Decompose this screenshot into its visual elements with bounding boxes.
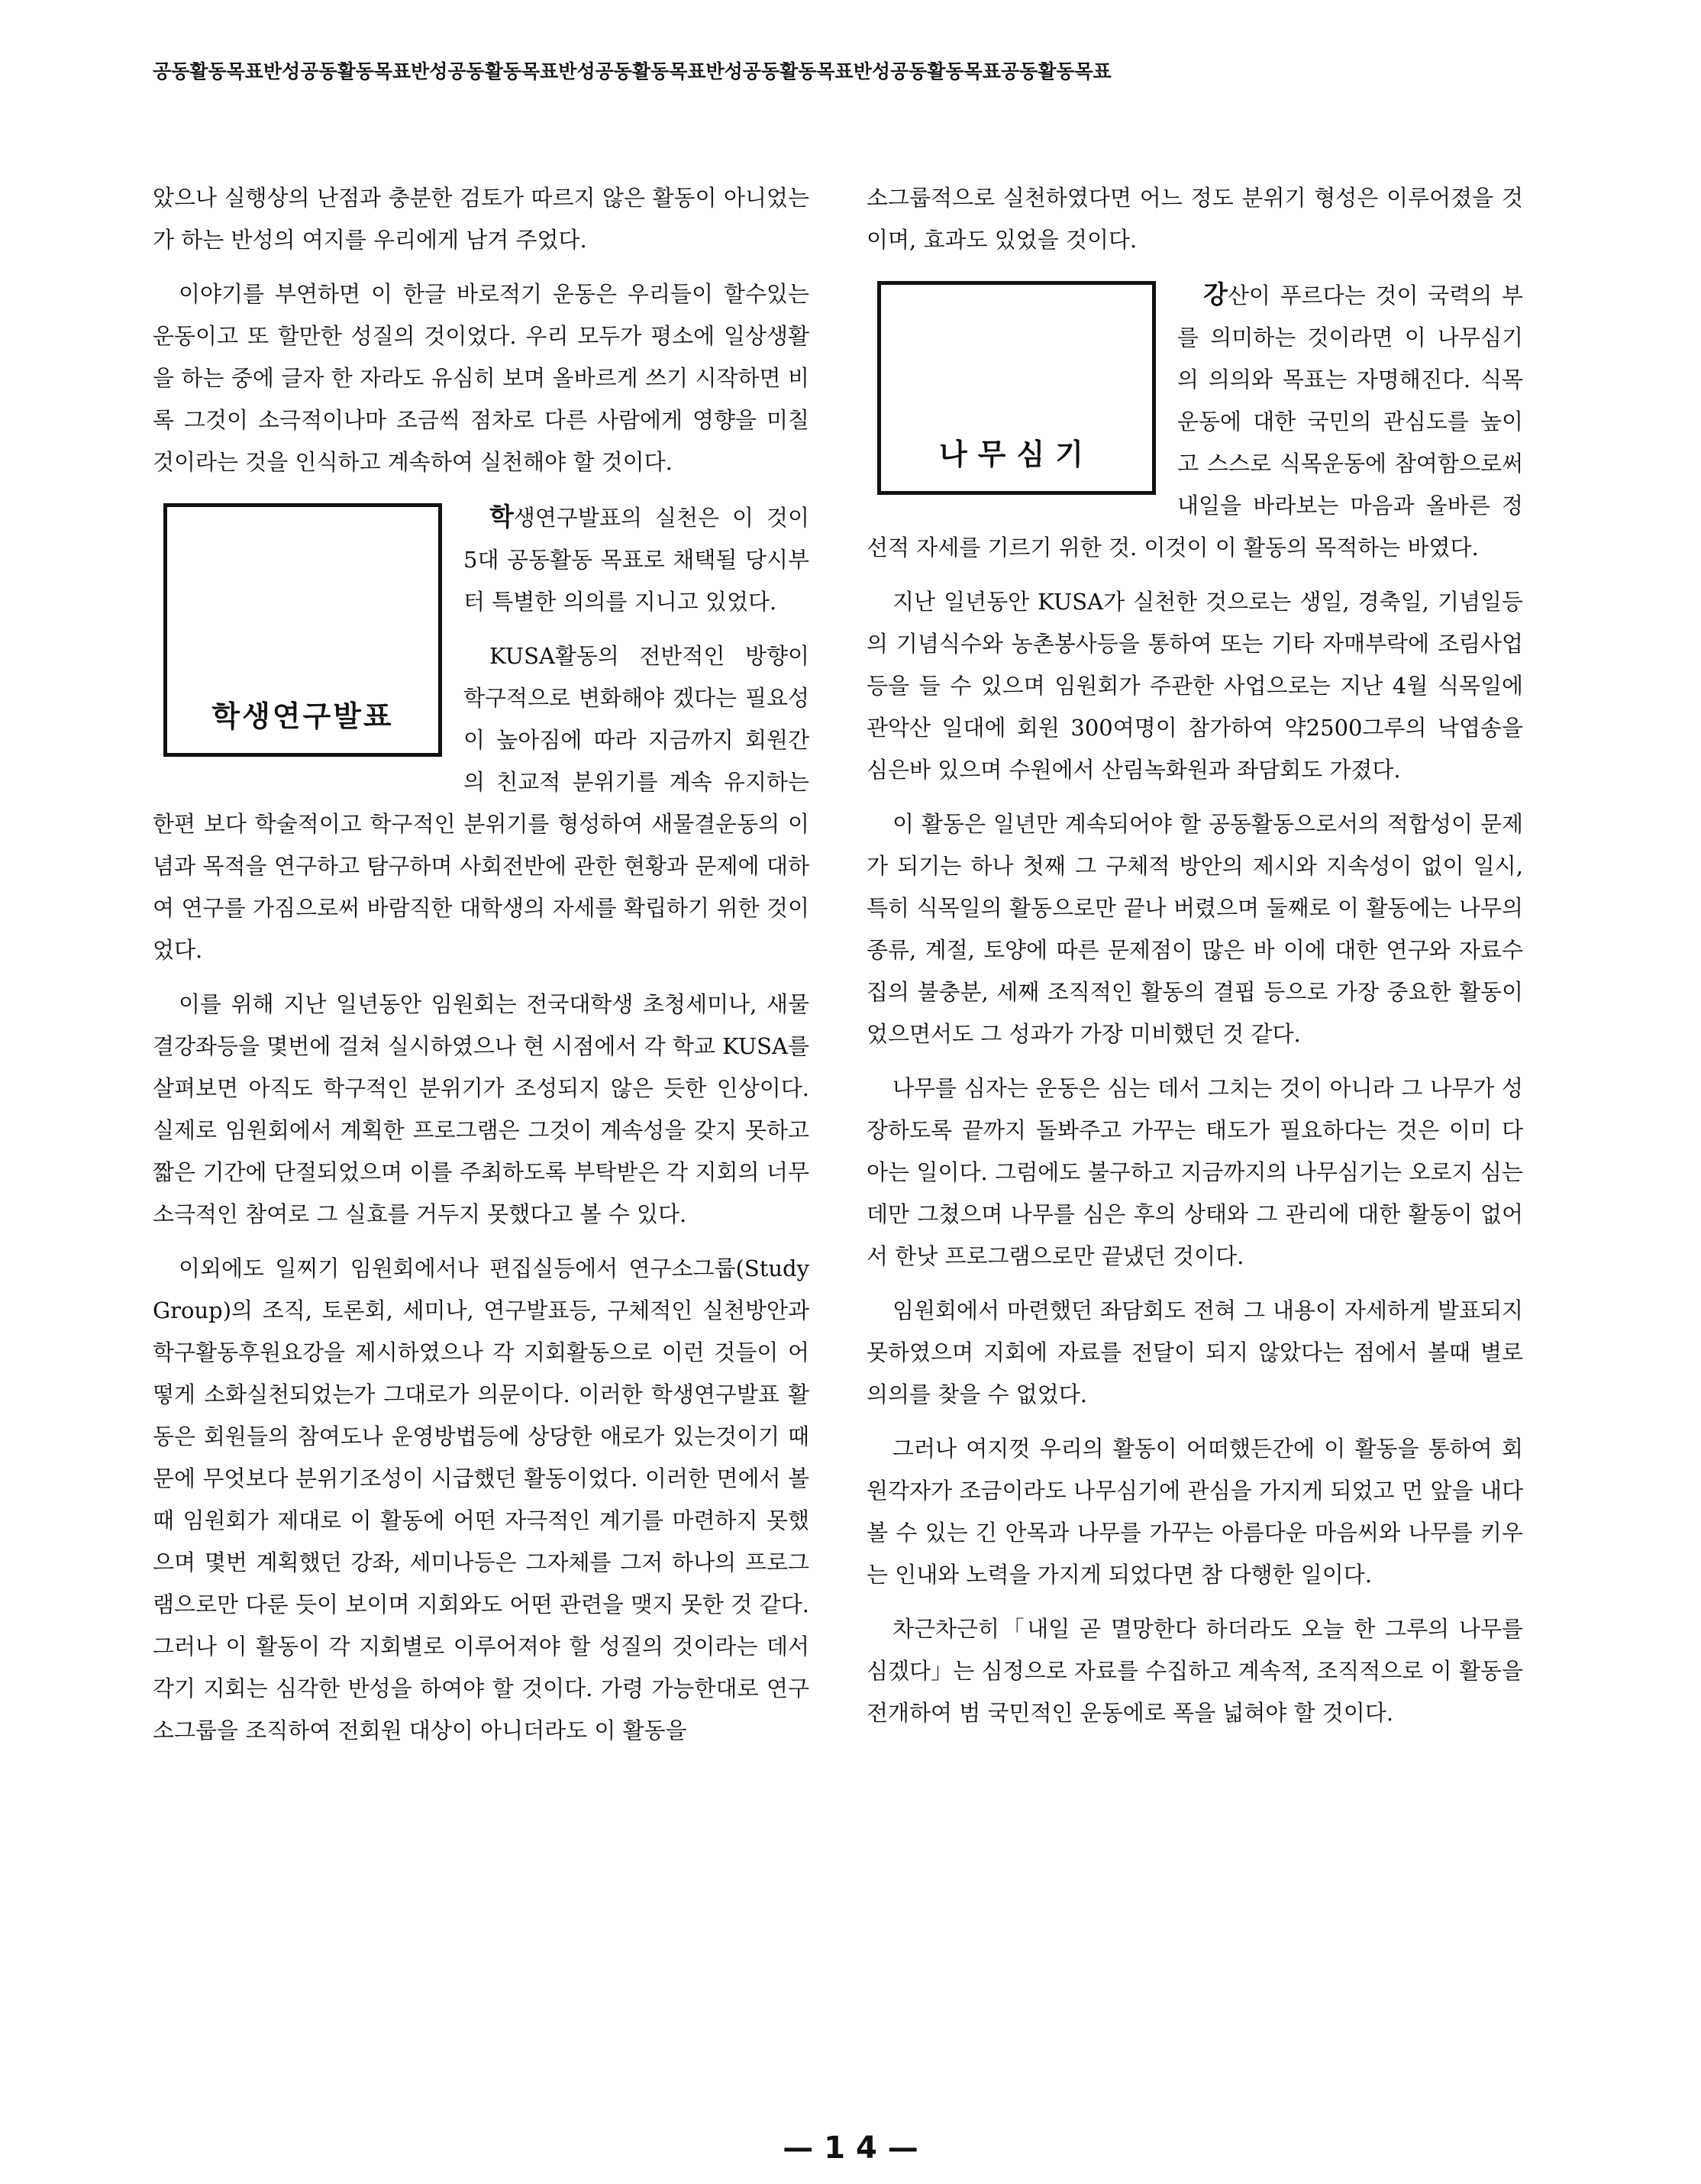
left-paragraph-3-initial: 학 [489, 502, 514, 531]
section-title-tree-planting: 나무심기 [939, 438, 1094, 471]
right-paragraph-6: 임원회에서 마련했던 좌담회도 전혀 그 내용이 자세하게 발표되지 못하였으며 지회에 자료를 전달이 되지 않았다는 점에서 볼때 별로 의의를 찾을 수 없었다. [867, 1297, 1523, 1407]
running-header: 공동활동목표반성공동활동목표반성공동활동목표반성공동활동목표반성공동활동목표반성공동활동목표공동활동목표 [153, 60, 1112, 82]
left-paragraph-4: KUSA활동의 전반적인 방향이 학구적으로 변화해야 겠다는 필요성이 높아짐에 따라 지금까지 회원간의 친교적 분위기를 계속 유지하는 한편 보다 학술적이고 학구적인 분위기를 형성하여 새물결운동의 이념과 목적을 연구하고 탐구하며 사회전반에 관한 현황과 문제에 대하여 연구를 가짐으로써 바람직한 대학생의 자세를 확립하기 위한 것이었다. [153, 643, 809, 963]
tree-planting-section [867, 273, 1523, 581]
section-title-box-tree-planting [877, 281, 1156, 495]
left-column [153, 177, 809, 1764]
section-title-box-student-research [163, 503, 442, 757]
right-paragraph-8: 차근차근히「내일 곧 멸망한다 하더라도 오늘 한 그루의 나무를 심겠다」는 심정으로 자료를 수집하고 계속적, 조직적으로 이 활동을 전개하여 범 국민적인 운동에로 폭을 넓혀야 할 것이다. [867, 1616, 1523, 1726]
right-column [867, 177, 1523, 1746]
left-paragraph-5: 이를 위해 지난 일년동안 임원회는 전국대학생 초청세미나, 새물결강좌등을 몇번에 걸쳐 실시하였으나 현 시점에서 각 학교 KUSA를 살펴보면 아직도 학구적인 분위기가 조성되지 않은 듯한 인상이다. 실제로 임원회에서 계획한 프로그램은 그것이 계속성을 갖지 못하고 짧은 기간에 단절되었으며 이를 주최하도록 부탁받은 각 지회의 너무 소극적인 참여로 그 실효를 거두지 못했다고 볼 수 있다. [153, 991, 809, 1227]
right-paragraph-2-initial: 강 [1203, 279, 1228, 309]
section-title-student-research: 학생연구발표 [211, 699, 394, 733]
right-paragraph-5: 나무를 심자는 운동은 심는 데서 그치는 것이 아니라 그 나무가 성장하도록 끝까지 돌봐주고 가꾸는 태도가 필요하다는 것은 이미 다 아는 일이다. 그럼에도 불구하고 지금까지의 나무심기는 오로지 심는 데만 그쳤으며 나무를 심은 후의 상태와 그 관리에 대한 활동이 없어서 한낫 프로그램으로만 끝냈던 것이다. [867, 1075, 1523, 1269]
student-research-section [153, 496, 809, 984]
right-paragraph-4: 이 활동은 일년만 계속되어야 할 공동활동으로서의 적합성이 문제가 되기는 하나 첫째 그 구체적 방안의 제시와 지속성이 없이 일시, 특히 식목일의 활동으로만 끝나 버렸으며 둘째로 이 활동에는 나무의 종류, 계절, 토양에 따른 문제점이 많은 바 이에 대한 연구와 자료수집의 불충분, 세째 조직적인 활동의 결핍 등으로 가장 중요한 활동이었으면서도 그 성과가 가장 미비했던 것 같다. [867, 811, 1523, 1047]
left-paragraph-6: 이외에도 일찌기 임원회에서나 편집실등에서 연구소그룹(Study Group)의 조직, 토론회, 세미나, 연구발표등, 구체적인 실천방안과 학구활동후원요강을 제시하였으나 각 지회활동으로 이런 것들이 어떻게 소화실천되었는가 그대로가 의문이다. 이러한 학생연구발표 활동은 회원들의 참여도나 운영방법등에 상당한 애로가 있는것이기 때문에 무엇보다 분위기조성이 시급했던 활동이었다. 이러한 면에서 볼때 임원회가 제대로 이 활동에 어떤 자극적인 계기를 마련하지 못했으며 몇번 계획했던 강좌, 세미나등은 그자체를 그저 하나의 프로그램으로만 다룬 듯이 보이며 지회와도 어떤 관련을 맺지 못한 것 같다. 그러나 이 활동이 각 지회별로 이루어져야 할 성질의 것이라는 데서 각기 지회는 심각한 반성을 하여야 할 것이다. 가령 가능한대로 연구 소그룹을 조직하여 전회원 대상이 아니더라도 이 활동을 [153, 1255, 809, 1743]
right-paragraph-2-text: 산이 푸르다는 것이 국력의 부를 의미하는 것이라면 이 나무심기의 의의와 목표는 자명해진다. 식목운동에 대한 국민의 관심도를 높이고 스스로 식목운동에 참여함으로써 내일을 바라보는 마음과 올바른 정선적 자세를 기르기 위한 것. 이것이 이 활동의 목적하는 바였다. [867, 283, 1523, 561]
right-paragraph-7: 그러나 여지껏 우리의 활동이 어떠했든간에 이 활동을 통하여 회원각자가 조금이라도 나무심기에 관심을 가지게 되었고 먼 앞을 내다볼 수 있는 긴 안목과 나무를 가꾸는 아름다운 마음씨와 나무를 키우는 인내와 노력을 가지게 되었다면 참 다행한 일이다. [867, 1436, 1523, 1588]
right-paragraph-3: 지난 일년동안 KUSA가 실천한 것으로는 생일, 경축일, 기념일등의 기념식수와 농촌봉사등을 통하여 또는 기타 자매부락에 조림사업등을 들 수 있으며 임원회가 주관한 사업으로는 지난 4월 식목일에 관악산 일대에 회원 300여명이 참가하여 약2500그루의 낙엽송을 심은바 있으며 수원에서 산림녹화원과 좌담회도 가졌다. [867, 589, 1523, 783]
left-paragraph-1: 았으나 실행상의 난점과 충분한 검토가 따르지 않은 활동이 아니었는가 하는 반성의 여지를 우리에게 남겨 주었다. [153, 185, 809, 253]
right-paragraph-1: 소그룹적으로 실천하였다면 어느 정도 분위기 형성은 이루어졌을 것이며, 효과도 있었을 것이다. [867, 185, 1523, 253]
left-paragraph-3-text: 생연구발표의 실천은 이 것이 5대 공동활동 목표로 채택될 당시부터 특별한 의의를 지니고 있었다. [463, 505, 809, 615]
left-paragraph-2: 이야기를 부연하면 이 한글 바로적기 운동은 우리들이 할수있는 운동이고 또 할만한 성질의 것이었다. 우리 모두가 평소에 일상생활을 하는 중에 글자 한 자라도 유심히 보며 올바르게 쓰기 시작하면 비록 그것이 소극적이나마 조금씩 점차로 다른 사람에게 영향을 미칠 것이라는 것을 인식하고 계속하여 실천해야 할 것이다. [153, 281, 809, 475]
page-number: — 1 4 — [783, 2131, 918, 2166]
